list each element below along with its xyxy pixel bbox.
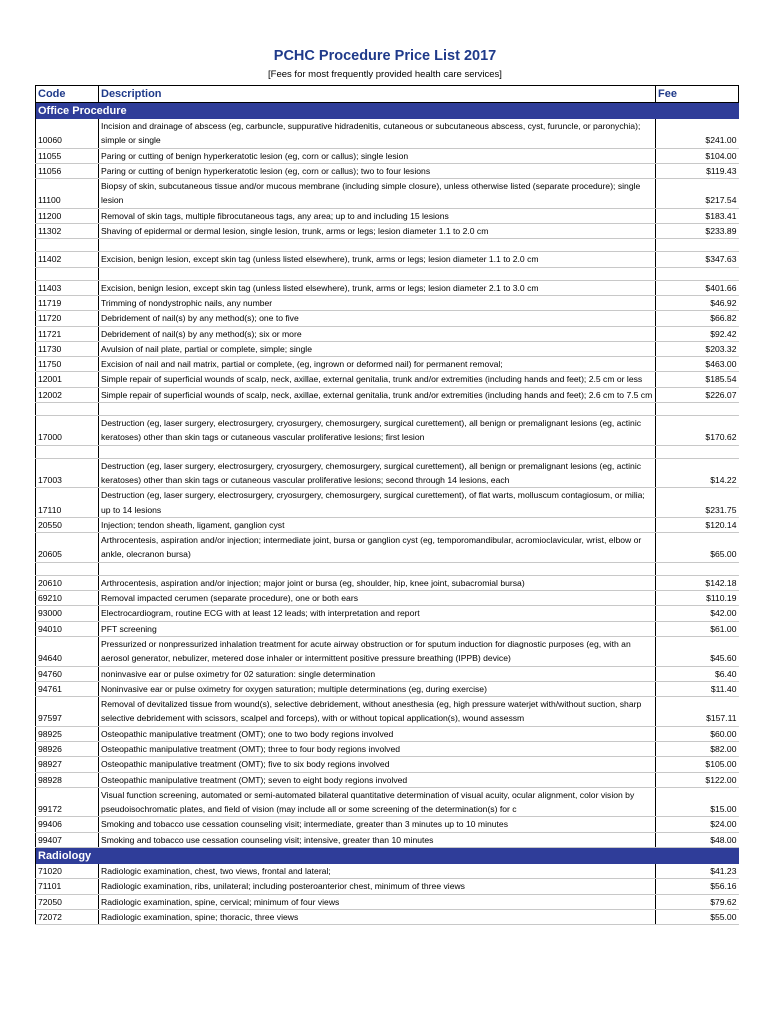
table-row — [36, 726, 739, 741]
table-row — [36, 636, 739, 666]
price-table — [35, 85, 739, 925]
fee-cell: $46.92 — [656, 295, 739, 310]
spacer-cell — [656, 562, 739, 575]
code-cell: 20550 — [36, 517, 99, 532]
description-cell: Trimming of nondystrophic nails, any number — [99, 295, 656, 310]
description-cell: Noninvasive ear or pulse oximetry for oxygen saturation; multiple determinations (eg, during exercise) — [99, 681, 656, 696]
table-row — [36, 697, 739, 727]
table-row — [36, 208, 739, 223]
code-cell: 17003 — [36, 458, 99, 488]
code-cell: 11200 — [36, 208, 99, 223]
fee-cell: $6.40 — [656, 666, 739, 681]
table-row — [36, 416, 739, 446]
column-header-description: Description — [99, 86, 656, 103]
code-cell: 11055 — [36, 148, 99, 163]
code-cell: 11056 — [36, 163, 99, 178]
code-cell: 11730 — [36, 341, 99, 356]
code-cell: 11721 — [36, 326, 99, 341]
fee-cell: $15.00 — [656, 787, 739, 817]
description-cell: Smoking and tobacco use cessation counseling visit; intermediate, greater than 3 minutes up to 10 minutes — [99, 817, 656, 832]
spacer-cell — [656, 239, 739, 252]
table-row — [36, 387, 739, 402]
table-row — [36, 787, 739, 817]
spacer-row — [36, 239, 739, 252]
table-header-row — [36, 86, 739, 103]
table-row — [36, 832, 739, 847]
code-cell: 71101 — [36, 879, 99, 894]
section-title: Office Procedure — [36, 103, 739, 120]
table-row — [36, 517, 739, 532]
code-cell: 98928 — [36, 772, 99, 787]
description-cell: Shaving of epidermal or dermal lesion, single lesion, trunk, arms or legs; lesion diameter 1.1 to 2.0 cm — [99, 224, 656, 239]
fee-cell: $142.18 — [656, 575, 739, 590]
description-cell: Electrocardiogram, routine ECG with at least 12 leads; with interpretation and report — [99, 606, 656, 621]
description-cell: Paring or cutting of benign hyperkeratotic lesion (eg, corn or callus); single lesion — [99, 148, 656, 163]
page-subtitle: [Fees for most frequently provided health care services] — [268, 69, 502, 80]
fee-cell: $79.62 — [656, 894, 739, 909]
spacer-row — [36, 445, 739, 458]
fee-cell: $60.00 — [656, 726, 739, 741]
code-cell: 99406 — [36, 817, 99, 832]
code-cell: 99172 — [36, 787, 99, 817]
table-row — [36, 224, 739, 239]
description-cell: Removal of skin tags, multiple fibrocutaneous tags, any area; up to and including 15 lesions — [99, 208, 656, 223]
description-cell: Radiologic examination, spine, cervical; minimum of four views — [99, 894, 656, 909]
code-cell: 11719 — [36, 295, 99, 310]
fee-cell: $11.40 — [656, 681, 739, 696]
description-cell: Debridement of nail(s) by any method(s); six or more — [99, 326, 656, 341]
table-row — [36, 488, 739, 518]
table-row — [36, 119, 739, 148]
spacer-cell — [99, 403, 656, 416]
table-row — [36, 894, 739, 909]
fee-cell: $157.11 — [656, 697, 739, 727]
table-row — [36, 326, 739, 341]
fee-cell: $463.00 — [656, 357, 739, 372]
code-cell: 12001 — [36, 372, 99, 387]
description-cell: Removal impacted cerumen (separate procedure), one or both ears — [99, 591, 656, 606]
fee-cell: $170.62 — [656, 416, 739, 446]
description-cell: Paring or cutting of benign hyperkeratotic lesion (eg, corn or callus); two to four lesions — [99, 163, 656, 178]
code-cell: 94640 — [36, 636, 99, 666]
table-row — [36, 606, 739, 621]
fee-cell: $41.23 — [656, 864, 739, 879]
fee-cell: $82.00 — [656, 741, 739, 756]
code-cell: 69210 — [36, 591, 99, 606]
fee-cell: $119.43 — [656, 163, 739, 178]
table-row — [36, 252, 739, 267]
fee-cell: $231.75 — [656, 488, 739, 518]
code-cell: 99407 — [36, 832, 99, 847]
section-header — [36, 848, 739, 865]
description-cell: Incision and drainage of abscess (eg, carbuncle, suppurative hidradenitis, cutaneous or subcutaneous abscess, cyst, furuncle, or paronychia); simple or single — [99, 119, 656, 148]
table-row — [36, 163, 739, 178]
table-row — [36, 817, 739, 832]
description-cell: Simple repair of superficial wounds of scalp, neck, axillae, external genitalia, trunk and/or extremities (including hands and feet); 2.5 cm or less — [99, 372, 656, 387]
description-cell: Osteopathic manipulative treatment (OMT); seven to eight body regions involved — [99, 772, 656, 787]
code-cell: 11403 — [36, 280, 99, 295]
fee-cell: $185.54 — [656, 372, 739, 387]
spacer-cell — [99, 445, 656, 458]
description-cell: Radiologic examination, spine; thoracic, three views — [99, 909, 656, 924]
description-cell: Removal of devitalized tissue from wound(s), selective debridement, without anesthesia (eg, high pressure waterjet with/without suction, sharp selective debridement with scissors, scalpel and forceps), with or without topical application(s), wound assessm — [99, 697, 656, 727]
fee-cell: $347.63 — [656, 252, 739, 267]
table-row — [36, 575, 739, 590]
code-cell: 72072 — [36, 909, 99, 924]
table-row — [36, 757, 739, 772]
code-cell: 11100 — [36, 179, 99, 209]
fee-cell: $48.00 — [656, 832, 739, 847]
description-cell: Excision, benign lesion, except skin tag (unless listed elsewhere), trunk, arms or legs; lesion diameter 1.1 to 2.0 cm — [99, 252, 656, 267]
fee-cell: $203.32 — [656, 341, 739, 356]
code-cell: 10060 — [36, 119, 99, 148]
description-cell: Excision of nail and nail matrix, partial or complete, (eg, ingrown or deformed nail) for permanent removal; — [99, 357, 656, 372]
fee-cell: $66.82 — [656, 311, 739, 326]
code-cell: 94760 — [36, 666, 99, 681]
spacer-row — [36, 562, 739, 575]
table-row — [36, 295, 739, 310]
spacer-cell — [99, 267, 656, 280]
description-cell: Destruction (eg, laser surgery, electrosurgery, cryosurgery, chemosurgery, surgical curettement), all benign or premalignant lesions (eg, actinic keratoses) other than skin tags or cutaneous vascular proliferative lesions; second through 14 lesions, each — [99, 458, 656, 488]
code-cell: 11720 — [36, 311, 99, 326]
fee-cell: $14.22 — [656, 458, 739, 488]
page-title: PCHC Procedure Price List 2017 — [273, 48, 497, 64]
description-cell: Visual function screening, automated or semi-automated bilateral quantitative determination of visual acuity, ocular alignment, color vision by pseudoisochromatic plates, and field of vision (may include all or some screening of the determination(s) for c — [99, 787, 656, 817]
table-row — [36, 179, 739, 209]
table-row — [36, 621, 739, 636]
code-cell: 97597 — [36, 697, 99, 727]
price-table-body — [36, 86, 739, 925]
fee-cell: $401.66 — [656, 280, 739, 295]
fee-cell: $45.60 — [656, 636, 739, 666]
spacer-row — [36, 267, 739, 280]
description-cell: Destruction (eg, laser surgery, electrosurgery, cryosurgery, chemosurgery, surgical curettement), of flat warts, molluscum contagiosum, or milia; up to 14 lesions — [99, 488, 656, 518]
spacer-row — [36, 403, 739, 416]
code-cell: 94010 — [36, 621, 99, 636]
table-row — [36, 311, 739, 326]
spacer-cell — [656, 267, 739, 280]
fee-cell: $104.00 — [656, 148, 739, 163]
fee-cell: $105.00 — [656, 757, 739, 772]
code-cell: 17110 — [36, 488, 99, 518]
description-cell: Radiologic examination, ribs, unilateral; including posteroanterior chest, minimum of three views — [99, 879, 656, 894]
description-cell: Simple repair of superficial wounds of scalp, neck, axillae, external genitalia, trunk and/or extremities (including hands and feet); 2.6 cm to 7.5 cm — [99, 387, 656, 402]
table-row — [36, 909, 739, 924]
table-row — [36, 458, 739, 488]
fee-cell: $65.00 — [656, 533, 739, 563]
fee-cell: $241.00 — [656, 119, 739, 148]
fee-cell: $24.00 — [656, 817, 739, 832]
description-cell: Osteopathic manipulative treatment (OMT); one to two body regions involved — [99, 726, 656, 741]
section-header — [36, 103, 739, 120]
description-cell: Smoking and tobacco use cessation counseling visit; intensive, greater than 10 minutes — [99, 832, 656, 847]
column-header-code: Code — [36, 86, 99, 103]
code-cell: 12002 — [36, 387, 99, 402]
fee-cell: $122.00 — [656, 772, 739, 787]
column-header-fee: Fee — [656, 86, 739, 103]
description-cell: noninvasive ear or pulse oximetry for 02 saturation: single determination — [99, 666, 656, 681]
table-row — [36, 341, 739, 356]
code-cell: 11750 — [36, 357, 99, 372]
code-cell: 98925 — [36, 726, 99, 741]
code-cell: 98927 — [36, 757, 99, 772]
fee-cell: $92.42 — [656, 326, 739, 341]
table-row — [36, 148, 739, 163]
spacer-cell — [36, 403, 99, 416]
fee-cell: $217.54 — [656, 179, 739, 209]
description-cell: Biopsy of skin, subcutaneous tissue and/or mucous membrane (including simple closure), unless otherwise listed (separate procedure); single lesion — [99, 179, 656, 209]
fee-cell: $233.89 — [656, 224, 739, 239]
code-cell: 72050 — [36, 894, 99, 909]
code-cell: 71020 — [36, 864, 99, 879]
description-cell: Pressurized or nonpressurized inhalation treatment for acute airway obstruction or for sputum induction for diagnostic purposes (eg, with an aerosol generator, nebulizer, metered dose inhaler or intermittent positive pressure breathing (IPPB) device) — [99, 636, 656, 666]
description-cell: PFT screening — [99, 621, 656, 636]
description-cell: Excision, benign lesion, except skin tag (unless listed elsewhere), trunk, arms or legs; lesion diameter 2.1 to 3.0 cm — [99, 280, 656, 295]
table-row — [36, 772, 739, 787]
description-cell: Radiologic examination, chest, two views, frontal and lateral; — [99, 864, 656, 879]
fee-cell: $42.00 — [656, 606, 739, 621]
table-row — [36, 372, 739, 387]
description-cell: Osteopathic manipulative treatment (OMT); three to four body regions involved — [99, 741, 656, 756]
spacer-cell — [656, 445, 739, 458]
fee-cell: $226.07 — [656, 387, 739, 402]
section-title: Radiology — [36, 848, 739, 865]
spacer-cell — [36, 239, 99, 252]
table-row — [36, 681, 739, 696]
fee-cell: $56.16 — [656, 879, 739, 894]
spacer-cell — [36, 445, 99, 458]
table-row — [36, 879, 739, 894]
table-row — [36, 533, 739, 563]
table-row — [36, 357, 739, 372]
spacer-cell — [99, 562, 656, 575]
table-row — [36, 864, 739, 879]
fee-cell: $183.41 — [656, 208, 739, 223]
table-row — [36, 280, 739, 295]
fee-cell: $110.19 — [656, 591, 739, 606]
fee-cell: $61.00 — [656, 621, 739, 636]
spacer-cell — [36, 267, 99, 280]
code-cell: 17000 — [36, 416, 99, 446]
spacer-cell — [656, 403, 739, 416]
fee-cell: $55.00 — [656, 909, 739, 924]
table-row — [36, 741, 739, 756]
description-cell: Injection; tendon sheath, ligament, ganglion cyst — [99, 517, 656, 532]
description-cell: Avulsion of nail plate, partial or complete, simple; single — [99, 341, 656, 356]
code-cell: 11302 — [36, 224, 99, 239]
description-cell: Debridement of nail(s) by any method(s); one to five — [99, 311, 656, 326]
spacer-cell — [36, 562, 99, 575]
table-row — [36, 591, 739, 606]
description-cell: Arthrocentesis, aspiration and/or injection; major joint or bursa (eg, shoulder, hip, knee joint, subacromial bursa) — [99, 575, 656, 590]
description-cell: Arthrocentesis, aspiration and/or injection; intermediate joint, bursa or ganglion cyst (eg, temporomandibular, acromioclavicular, wrist, elbow or ankle, olecranon bursa) — [99, 533, 656, 563]
code-cell: 20610 — [36, 575, 99, 590]
code-cell: 98926 — [36, 741, 99, 756]
spacer-cell — [99, 239, 656, 252]
table-row — [36, 666, 739, 681]
description-cell: Destruction (eg, laser surgery, electrosurgery, cryosurgery, chemosurgery, surgical curettement), all benign or premalignant lesions (eg, actinic keratoses) other than skin tags or cutaneous vascular proliferative lesions; first lesion — [99, 416, 656, 446]
code-cell: 20605 — [36, 533, 99, 563]
fee-cell: $120.14 — [656, 517, 739, 532]
code-cell: 94761 — [36, 681, 99, 696]
code-cell: 93000 — [36, 606, 99, 621]
description-cell: Osteopathic manipulative treatment (OMT); five to six body regions involved — [99, 757, 656, 772]
code-cell: 11402 — [36, 252, 99, 267]
